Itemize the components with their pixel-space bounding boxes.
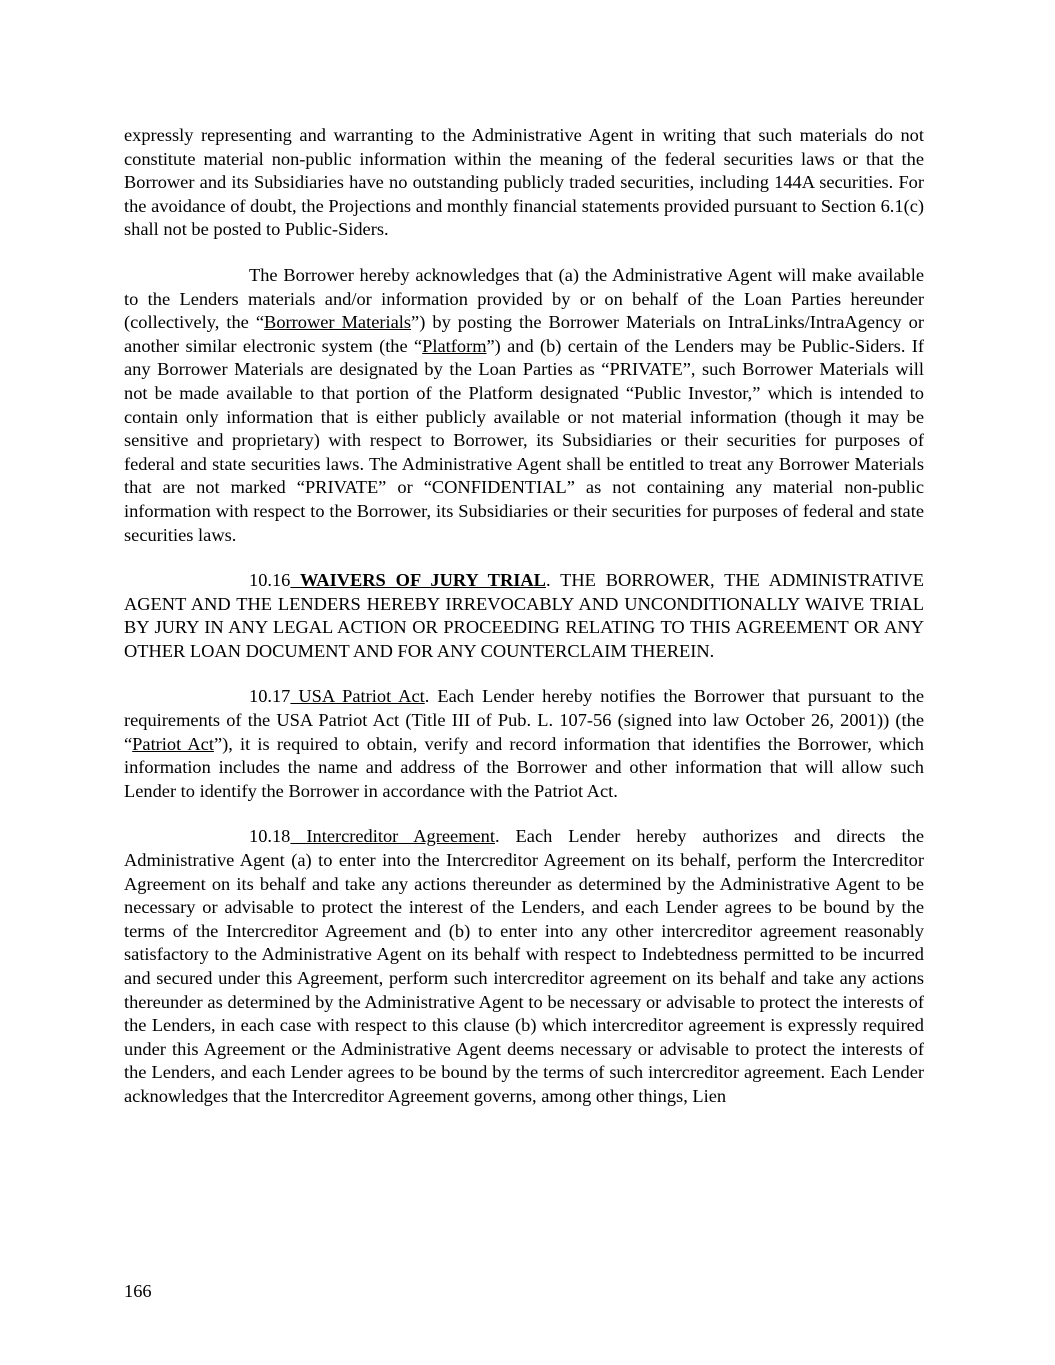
section-text: . Each Lender hereby notifies the Borrower that pursuant to the requirements of the USA Patriot Act (Title III of Pub. L. 107-56 (signed into law October 26, 2001)) (the “ [124, 686, 924, 754]
section-text: ”), it is required to obtain, verify and record information that identifies the Borrower, which information includes the name and address of the Borrower and other information that will allow such Lender to identify the Borrower in accordance with the Patriot Act. [124, 733, 924, 801]
paragraph-text: ”) by posting the Borrower Materials on IntraLinks/IntraAgency or another similar electronic system (the “ [124, 312, 924, 356]
paragraph-text: The Borrower hereby acknowledges that (a) the Administrative Agent will make available to the Lenders materials and/or information provided by or on behalf of the Loan Parties hereunder (collectively, the “ [124, 264, 924, 333]
section-heading: Intercreditor Agreement [290, 826, 495, 847]
section-heading: USA Patriot Act [290, 686, 425, 707]
paragraph-continuation [124, 124, 924, 242]
defined-term-platform: Platform [422, 335, 487, 356]
section-number: 10.16 [249, 570, 291, 591]
page-number: 166 [124, 1281, 152, 1301]
section-number: 10.17 [249, 686, 291, 707]
paragraph-borrower-materials [124, 264, 924, 547]
paragraph-text: expressly representing and warranting to the Administrative Agent in writing that such materials do not constitute material non-public information within the meaning of the federal securities laws or that the Borrower and its Subsidiaries have no outstanding publicly traded securities, including 144A securities. For the avoidance of doubt, the Projections and monthly financial statements provided pursuant to Section 6.1(c) shall not be posted to Public-Siders. [124, 125, 924, 240]
section-10-17 [124, 685, 924, 803]
defined-term-borrower-materials: Borrower Materials [264, 312, 412, 333]
defined-term-patriot-act: Patriot Act [132, 733, 214, 754]
document-body [124, 124, 924, 1131]
section-10-18 [124, 825, 924, 1108]
section-text: . THE BORROWER, THE ADMINISTRATIVE AGENT AND THE LENDERS HEREBY IRREVOCABLY AND UNCONDITIONALLY WAIVE TRIAL BY JURY IN ANY LEGAL ACTION OR PROCEEDING RELATING TO THIS AGREEMENT OR ANY OTHER LOAN DOCUMENT AND FOR ANY COUNTERCLAIM THEREIN. [124, 570, 924, 661]
section-10-16 [124, 569, 924, 663]
section-text: . Each Lender hereby authorizes and directs the Administrative Agent (a) to enter into the Intercreditor Agreement on its behalf, perform the Intercreditor Agreement on its behalf and take any actions thereunder as determined by the Administrative Agent to be necessary or advisable to protect the interest of the Lenders, and each Lender agrees to be bound by the terms of the Intercreditor Agreement and (b) to enter into any other intercreditor agreement reasonably satisfactory to the Administrative Agent on its behalf with respect to Indebtedness permitted to be incurred and secured under this Agreement, perform such intercreditor agreement on its behalf and take any actions thereunder as determined by the Administrative Agent to be necessary or advisable to protect the interests of the Lenders, in each case with respect to this clause (b) which intercreditor agreement is expressly required under this Agreement or the Administrative Agent deems necessary or advisable to protect the interests of the Lenders, and each Lender agrees to be bound by the terms of such intercreditor agreement. Each Lender acknowledges that the Intercreditor Agreement governs, among other things, Lien [124, 826, 924, 1106]
section-heading: WAIVERS OF JURY TRIAL [290, 570, 546, 591]
section-number: 10.18 [249, 826, 291, 847]
paragraph-text: ”) and (b) certain of the Lenders may be Public-Siders. If any Borrower Materials are designated by the Loan Parties as “PRIVATE”, such Borrower Materials will not be made available to that portion of the Platform designated “Public Investor,” which is intended to contain only information that is either publicly available or not material information (though it may be sensitive and proprietary) with respect to Borrower, its Subsidiaries or their securities for purposes of federal and state securities laws. The Administrative Agent shall be entitled to treat any Borrower Materials that are not marked “PRIVATE” or “CONFIDENTIAL” as not containing any material non-public information with respect to the Borrower, its Subsidiaries or their securities for purposes of federal and state securities laws. [124, 335, 924, 545]
